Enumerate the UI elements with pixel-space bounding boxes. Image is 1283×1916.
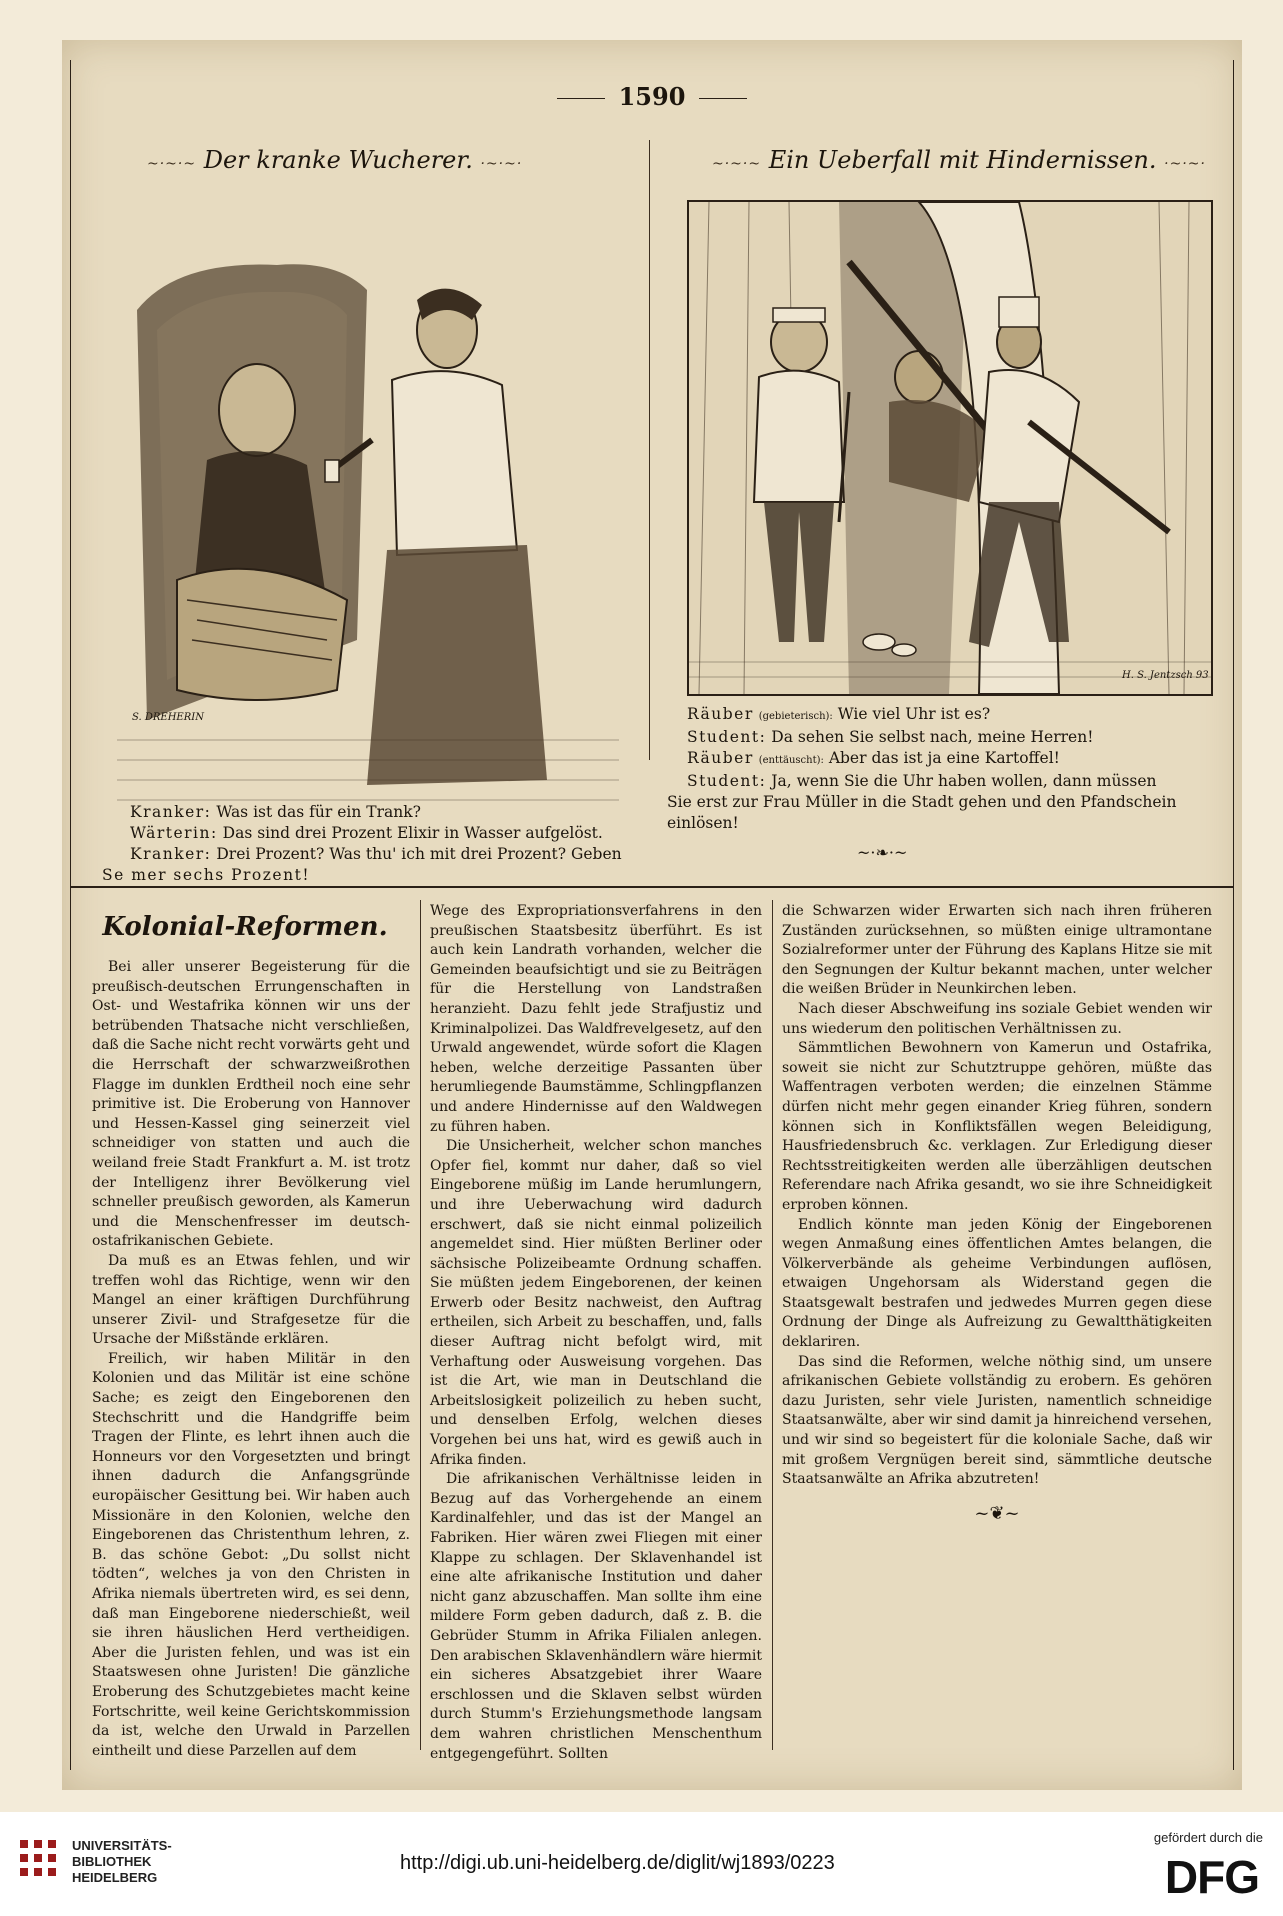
paragraph: Die Unsicherheit, welcher schon manches Opfer fiel, kommt nur daher, daß so viel Eingeborene müßig im Lande herumlungern, und ihre Ueberwachung wird dadurch erschwert, daß sie nicht einmal polizeilich angemeldet sind. Hier müßten Berliner oder sächsische Polizeibeamte Ordnung schaffen. Sie müßten jedem Eingeborenen, der keinen Erwerb oder Besitz nachweist, den Auftrag ertheilen, sich Arbeit zu beschaffen, und, falls dieser Auftrag nicht befolgt wird, mit Verhaftung oder Ausweisung vorgehen. Das ist die Art, wie man in Deutschland die Arbeitslosigkeit polizeilich zu heben sucht, und denselben Erfolg, welchen dieses Vorgehen bei uns hat, wird es gewiß auch in Afrika finden. <box>430 1138 762 1468</box>
page-number <box>62 82 1242 111</box>
library-name: UNIVERSITÄTS- BIBLIOTHEK HEIDELBERG <box>72 1838 172 1885</box>
paragraph: Bei aller unserer Begeisterung für die preußisch-deutschen Errungenschaften in Ost- und Westafrika können wir uns der betrübenden Thatsache nicht verschließen, daß die Sache nicht recht vorwärts geht und die Herrschaft der schwarzweißrothen Flagge im dunklen Erdtheil noch eine sehr primitive ist. Die Eroberung von Hannover und Hessen-Kassel ging seinerzeit viel schneidiger von statten und auch die weiland freie Stadt Frankfurt a. M. ist trotz der Intelligenz ihrer Bevölkerung viel schneller preußisch geworden, als Kamerun und die Menschenfresser im deutsch-ostafrikanischen Gebiete. <box>92 959 410 1250</box>
library-footer <box>0 1812 1283 1916</box>
dialogue-line: Räuber (gebieterisch): Wie viel Uhr ist es? <box>687 705 991 723</box>
article-column-2 <box>430 902 762 1764</box>
newspaper-page <box>62 40 1242 1790</box>
dialogue-line: Räuber (enttäuscht): Aber das ist ja eine Kartoffel! <box>687 749 1060 767</box>
page-number-rule-left <box>557 98 605 99</box>
right-cartoon-signature: H. S. Jentzsch 93 <box>1122 670 1209 681</box>
university-library-logo-icon <box>14 1834 62 1888</box>
paragraph: Sämmtlichen Bewohnern von Kamerun und Ostafrika, soweit sie nicht zur Schutztruppe gehören, müßte das Waffentragen verboten werden; die einzelnen Stämme dürfen nicht mehr gegen einander Krieg führen, sondern können sich in Konfliktsfällen wegen Beleidigung, Hausfriedensbruch &c. verklagen. Zur Erledigung dieser Rechtsstreitigkeiten werden alle überzähligen deutschen Referendare nach Afrika gesandt, wo sie ihre Schneidigkeit erproben können. <box>782 1040 1212 1213</box>
left-cartoon-title <box>147 146 522 174</box>
column-separator <box>420 900 421 1750</box>
title-ornament-right: ·~·~· <box>480 156 523 172</box>
column-separator <box>772 900 773 1750</box>
frame-line-left <box>70 60 71 1770</box>
left-cartoon-dialogue <box>102 802 642 886</box>
article-column-1 <box>92 958 410 1761</box>
article-column-3 <box>782 902 1212 1523</box>
article-end-ornament: ~❦~ <box>974 1502 1020 1524</box>
left-cartoon-title-text: Der kranke Wucherer. <box>203 146 473 174</box>
dialogue-line: Student: Ja, wenn Sie die Uhr haben wollen, dann müssen <box>687 772 1157 790</box>
section-divider <box>70 886 1234 888</box>
title-ornament-right: ·~·~· <box>1164 156 1206 172</box>
right-cartoon-title-text: Ein Ueberfall mit Hindernissen. <box>768 146 1157 174</box>
document-url-link[interactable]: http://digi.ub.uni-heidelberg.de/diglit/wj1893/0223 <box>400 1852 835 1874</box>
paragraph: Da muß es an Etwas fehlen, und wir treffen wohl das Richtige, wenn wir den Mangel an einer kräftigen Durchführung unserer Zivil- und Strafgesetze für die Ursache der Mißstände erklären. <box>92 1252 410 1348</box>
page-number-text: 1590 <box>618 82 686 111</box>
right-cartoon-title <box>712 146 1206 174</box>
paragraph: Endlich könnte man jeden König der Eingeborenen wegen Anmaßung eines öffentlichen Amtes belangen, die Völkerverbände als geheime Verbindungen auflösen, etwaigen Ungehorsam als Widerstand gegen die Staatsgewalt bestrafen und jedwedes Murren gegen diese Ordnung der Dinge als Aufreizung zu Gewaltthätigkeiten deklariren. <box>782 1216 1212 1351</box>
funding-caption: gefördert durch die <box>1153 1830 1263 1845</box>
ambush-drawing <box>689 202 1211 694</box>
paragraph: Nach dieser Abschweifung ins soziale Gebiet wenden wir uns wiederum den politischen Verhältnissen zu. <box>782 1000 1212 1037</box>
article-title: Kolonial-Reformen. <box>102 912 388 942</box>
paragraph: Wege des Expropriationsverfahrens in den preußischen Staatsbesitz überführt. Es ist auch kein Landrath vorhanden, welcher die Gemeinden beaufsichtigt und sie zu Beiträgen für die Herstellung von Landstraßen heranzieht. Dazu fehlt jede Strafjustiz und Kriminalpolizei. Das Waldfrevelgesetz, auf den Urwald angewendet, würde sofort die Klagen heben, welche derzeitige Passanten über herumliegende Baumstämme, Schlingpflanzen und andere Hindernisse auf den Waldwegen zu führen haben. <box>430 903 762 1135</box>
cartoon-column-separator <box>649 140 650 760</box>
dialogue-line: Se mer sechs Prozent! <box>102 866 311 884</box>
paragraph: Das sind die Reformen, welche nöthig sind, um unsere afrikanischen Gebiete vollständig zu erobern. Es gehören dazu Juristen, sehr viele Juristen, namentlich schneidige Staatsanwälte, aber wir sind damit ja hinreichend versehen, und wir sind so begeistert für die koloniale Sache, daß wir mit großem Vergnügen bereit sind, sämmtliche deutsche Staatsanwälte an Afrika abzutreten! <box>782 1353 1212 1488</box>
paragraph: Freilich, wir haben Militär in den Kolonien und das Militär ist eine schöne Sache; es zeigt den Eingeborenen den Stechschritt und die Handgriffe beim Tragen der Flinte, es lehrt ihnen auch die Honneurs vor den Vorgesetzten und bringt ihnen dadurch die Anfangsgründe europäischer Gesittung bei. Wir haben auch Missionäre in den Kolonien, welche den Eingeborenen das Christenthum lehren, z. B. das schöne Gebot: „Du sollst nicht tödten“, welches ja von den Christen in Afrika niemals übertreten wird, es sei denn, daß man Eingeborene niederschießt, weil sie ihren häuslichen Herd vertheidigen. Aber die Juristen fehlen, und was ist ein Staatswesen ohne Juristen! Die gänzliche Eroberung des Schutzgebietes macht keine Fortschritte, weil keine Gerichtskommission da ist, welche den Urwald in Parzellen eintheilt und diese Parzellen auf dem <box>92 1350 410 1759</box>
dialogue-line: Sie erst zur Frau Müller in die Stadt gehen und den Pfandschein <box>667 793 1177 811</box>
left-cartoon-signature: S. DREHERIN <box>132 712 204 723</box>
title-ornament-left: ~·~·~ <box>712 156 762 172</box>
paragraph: die Schwarzen wider Erwarten sich nach ihren früheren Zuständen zurücksehnen, so müßten einige ultramontane Sozialreformer unter der Führung des Kaplans Hitze sie mit den Segnungen der Kultur bekannt machen, unter welcher die weißen Brüder in Neunkirchen leben. <box>782 903 1212 998</box>
right-cartoon-dialogue <box>667 704 1227 863</box>
paragraph: Die afrikanischen Verhältnisse leiden in Bezug auf das Vorhergehende an einem Kardinalfehler, und das ist der Mangel an Fabriken. Hier wären zwei Fliegen mit einer Klappe zu schlagen. Der Sklavenhandel ist eine alte afrikanische Institution und daher nicht ganz abzuschaffen. Man sollte ihm eine mildere Form geben dadurch, daß z. B. die Gebrüder Stumm in Afrika Filialen anlegen. Den arabischen Sklavenhändlern wäre hiermit ein sicheres Absatzgebiet ihrer Waare erschlossen und die Sklaven selbst würden durch Stumm's Erziehungsmethode langsam dem wahren christlichen Menschenthum entgegengeführt. Sollten <box>430 1471 762 1762</box>
dialogue-line: Kranker: Drei Prozent? Was thu' ich mit drei Prozent? Geben <box>130 845 622 863</box>
dialogue-line: Student: Da sehen Sie selbst nach, meine Herren! <box>687 728 1094 746</box>
dialogue-line: einlösen! <box>667 814 739 832</box>
title-ornament-left: ~·~·~ <box>147 156 197 172</box>
frame-line-right <box>1233 60 1234 1770</box>
dfg-logo: DFG <box>1164 1851 1259 1903</box>
dialogue-line: Kranker: Was ist das für ein Trank? <box>130 803 421 821</box>
page-number-rule-right <box>699 98 747 99</box>
end-ornament: ~·❧·~ <box>857 843 908 862</box>
dialogue-line: Wärterin: Das sind drei Prozent Elixir in Wasser aufgelöst. <box>130 824 603 842</box>
right-cartoon-illustration <box>687 200 1213 696</box>
